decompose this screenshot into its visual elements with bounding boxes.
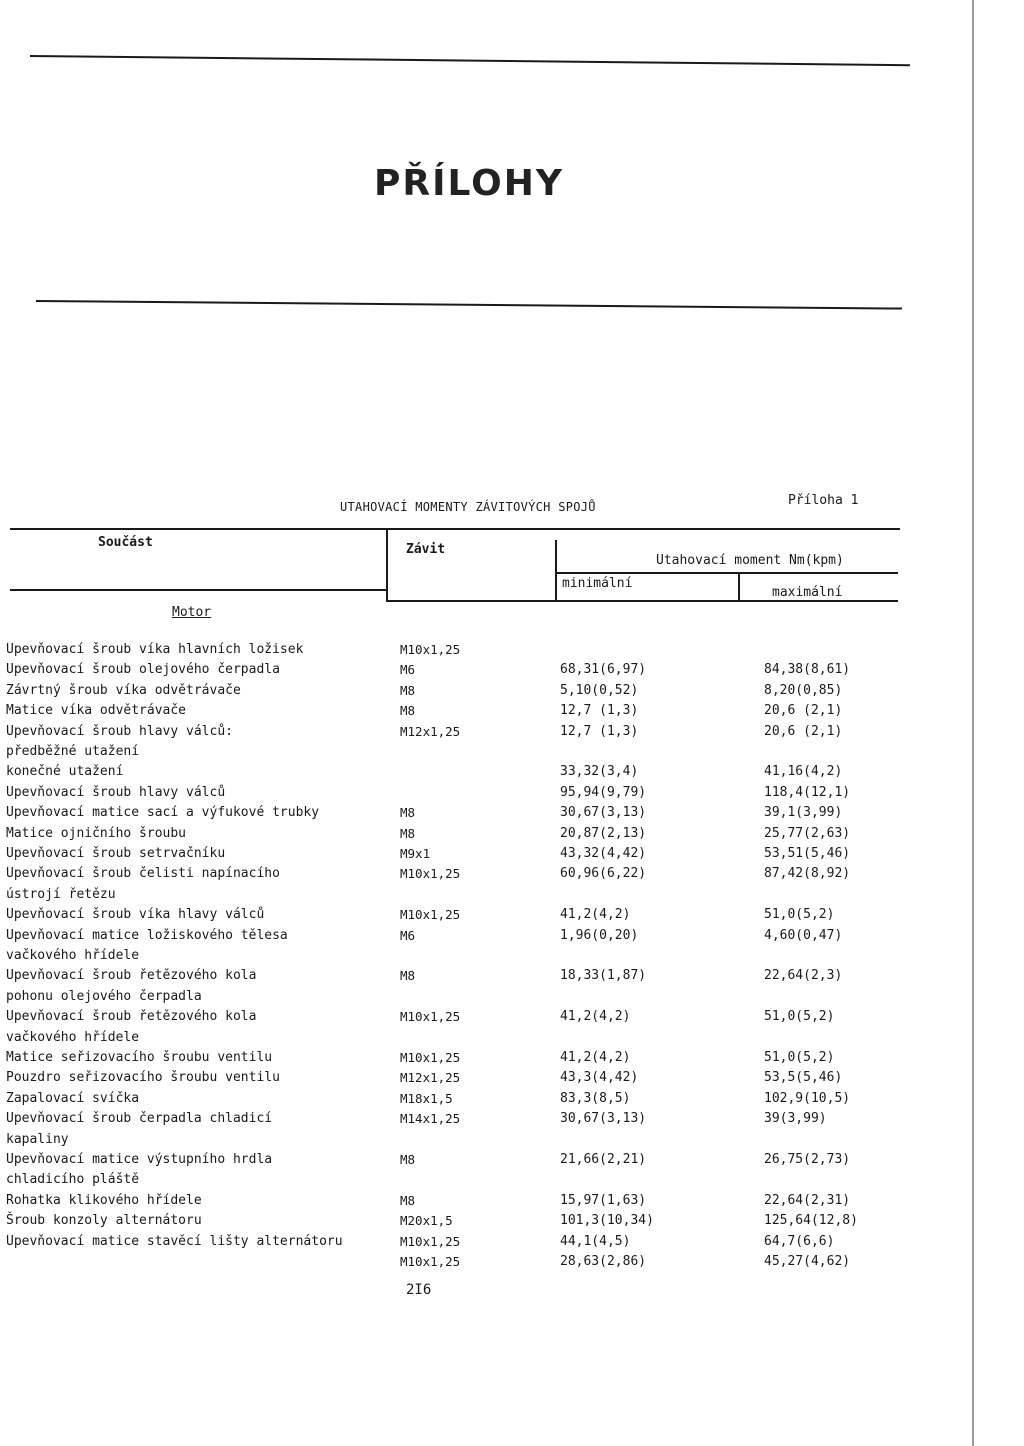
thread-cell: M8 xyxy=(400,703,416,719)
part-cell: Upevňovací šroub řetězového kola xyxy=(6,1009,257,1025)
min-torque-cell: 43,32(4,42) xyxy=(560,846,647,861)
max-torque-cell: 84,38(8,61) xyxy=(764,662,851,678)
table-row xyxy=(0,1030,1024,1048)
table-row xyxy=(0,1050,1024,1068)
min-torque-cell: 41,2(4,2) xyxy=(560,1050,631,1065)
heading-divider xyxy=(36,300,902,310)
table-row xyxy=(0,1091,1024,1109)
thread-cell: M10x1,25 xyxy=(400,907,461,923)
thread-cell: M10x1,25 xyxy=(400,642,461,657)
part-cell: vačkového hřídele xyxy=(6,1029,140,1045)
thread-cell: M10x1,25 xyxy=(400,1009,461,1025)
min-torque-cell: 30,67(3,13) xyxy=(560,1111,647,1127)
max-torque-cell: 39,1(3,99) xyxy=(764,805,843,821)
part-cell: Upevňovací šroub víka hlavních ložisek xyxy=(6,642,304,657)
max-torque-cell: 51,0(5,2) xyxy=(764,907,835,923)
min-torque-cell: 101,3(10,34) xyxy=(560,1213,654,1229)
thread-cell: M8 xyxy=(400,682,416,698)
part-cell: konečné utažení xyxy=(6,764,124,780)
table-row xyxy=(0,642,1024,660)
part-cell: ústrojí řetězu xyxy=(6,886,116,902)
part-cell: Upevňovací šroub setrvačníku xyxy=(6,846,226,861)
part-cell: Upevňovací matice výstupního hrdla xyxy=(6,1152,273,1167)
min-torque-cell: 83,3(8,5) xyxy=(560,1090,631,1106)
max-torque-cell: 102,9(10,5) xyxy=(764,1090,851,1106)
table-row xyxy=(0,1172,1024,1190)
max-torque-cell: 8,20(0,85) xyxy=(764,682,843,698)
part-cell: Matice ojničního šroubu xyxy=(6,825,187,841)
part-cell: Upevňovací šroub čerpadla chladicí xyxy=(6,1111,273,1127)
part-cell: Upevňovací šroub olejového čerpadla xyxy=(6,662,280,678)
min-torque-cell: 15,97(1,63) xyxy=(560,1192,647,1208)
table-row xyxy=(0,1213,1024,1231)
table-header-divider xyxy=(555,540,557,600)
min-torque-cell: 68,31(6,97) xyxy=(560,662,647,678)
table-row xyxy=(0,805,1024,823)
part-cell: Závrtný šroub víka odvětrávače xyxy=(6,682,241,698)
table-header-divider xyxy=(386,528,388,600)
min-torque-cell: 41,2(4,2) xyxy=(560,1009,631,1025)
part-cell: Upevňovací šroub hlavy válců xyxy=(6,784,226,800)
table-row xyxy=(0,1111,1024,1129)
table-row xyxy=(0,968,1024,986)
table-row xyxy=(0,846,1024,864)
part-cell: Upevňovací matice sací a výfukové trubky xyxy=(6,805,320,821)
thread-cell: M8 xyxy=(400,1152,416,1167)
table-row xyxy=(0,1193,1024,1211)
part-cell: kapaliny xyxy=(6,1131,69,1147)
part-cell: Matice víka odvětrávače xyxy=(6,703,187,719)
min-torque-cell: 30,67(3,13) xyxy=(560,805,647,821)
max-torque-cell: 64,7(6,6) xyxy=(764,1233,835,1249)
max-torque-cell: 125,64(12,8) xyxy=(764,1213,858,1229)
max-torque-cell: 26,75(2,73) xyxy=(764,1152,851,1167)
table-row xyxy=(0,1152,1024,1170)
max-torque-cell: 25,77(2,63) xyxy=(764,825,851,841)
min-torque-cell: 20,87(2,13) xyxy=(560,825,647,841)
table-title: UTAHOVACÍ MOMENTY ZÁVITOVÝCH SPOJŮ xyxy=(340,500,596,514)
min-torque-cell: 95,94(9,79) xyxy=(560,784,647,800)
min-torque-cell: 5,10(0,52) xyxy=(560,682,639,698)
min-torque-cell: 12,7 (1,3) xyxy=(560,723,639,739)
attachment-label: Příloha 1 xyxy=(788,493,859,508)
column-header-component: Součást xyxy=(98,535,153,550)
part-cell: vačkového hřídele xyxy=(6,948,140,963)
table-row xyxy=(0,866,1024,884)
max-torque-cell: 51,0(5,2) xyxy=(764,1009,835,1025)
table-row xyxy=(0,887,1024,905)
thread-cell: M18x1,5 xyxy=(400,1090,453,1106)
column-header-thread: Závit xyxy=(406,542,446,557)
table-row xyxy=(0,1234,1024,1252)
part-cell: Matice seřizovacího šroubu ventilu xyxy=(6,1050,273,1065)
max-torque-cell: 20,6 (2,1) xyxy=(764,703,843,719)
part-cell: Upevňovací šroub víka hlavy válců xyxy=(6,907,265,923)
max-torque-cell: 45,27(4,62) xyxy=(764,1254,851,1269)
table-row xyxy=(0,907,1024,925)
thread-cell: M14x1,25 xyxy=(400,1111,461,1127)
thread-cell: M12x1,25 xyxy=(400,723,461,739)
table-header-left-bottom-border xyxy=(10,589,386,591)
max-torque-cell: 51,0(5,2) xyxy=(764,1050,835,1065)
thread-cell: M8 xyxy=(400,968,416,984)
part-cell: předběžné utažení xyxy=(6,744,140,759)
min-torque-cell: 60,96(6,22) xyxy=(560,866,647,882)
part-cell: Rohatka klikového hřídele xyxy=(6,1192,202,1208)
max-torque-cell: 22,64(2,3) xyxy=(764,968,843,984)
min-torque-cell: 12,7 (1,3) xyxy=(560,703,639,719)
table-row xyxy=(0,764,1024,782)
thread-cell: M8 xyxy=(400,825,416,841)
part-cell: Upevňovací matice ložiskového tělesa xyxy=(6,927,288,943)
table-row xyxy=(0,1254,1024,1272)
table-row xyxy=(0,928,1024,946)
table-row xyxy=(0,1132,1024,1150)
table-row xyxy=(0,662,1024,680)
min-torque-cell: 21,66(2,21) xyxy=(560,1152,647,1167)
thread-cell: M6 xyxy=(400,662,416,678)
part-cell: Zapalovací svíčka xyxy=(6,1090,140,1106)
min-torque-cell: 1,96(0,20) xyxy=(560,927,639,943)
table-row xyxy=(0,826,1024,844)
page-heading: PŘÍLOHY xyxy=(374,163,564,204)
column-header-minimum: minimální xyxy=(562,576,633,591)
max-torque-cell: 4,60(0,47) xyxy=(764,927,843,943)
part-cell: Upevňovací šroub hlavy válců: xyxy=(6,723,233,739)
thread-cell: M8 xyxy=(400,805,416,821)
part-cell: Pouzdro seřizovacího šroubu ventilu xyxy=(6,1070,280,1086)
thread-cell: M12x1,25 xyxy=(400,1070,461,1086)
table-header-top-border xyxy=(10,528,900,530)
max-torque-cell: 53,51(5,46) xyxy=(764,846,851,861)
section-title: Motor xyxy=(172,605,212,620)
column-header-maximum: maximální xyxy=(772,585,843,600)
max-torque-cell: 41,16(4,2) xyxy=(764,764,843,780)
min-torque-cell: 18,33(1,87) xyxy=(560,968,647,984)
table-row xyxy=(0,785,1024,803)
max-torque-cell: 20,6 (2,1) xyxy=(764,723,843,739)
table-header-subdivider xyxy=(555,572,898,574)
table-row xyxy=(0,1070,1024,1088)
table-row xyxy=(0,744,1024,762)
max-torque-cell: 39(3,99) xyxy=(764,1111,827,1127)
table-header-divider xyxy=(738,572,740,600)
thread-cell: M10x1,25 xyxy=(400,1254,461,1269)
part-cell: Upevňovací šroub řetězového kola xyxy=(6,968,257,984)
part-cell: Šroub konzoly alternátoru xyxy=(6,1213,202,1229)
table-row xyxy=(0,683,1024,701)
max-torque-cell: 87,42(8,92) xyxy=(764,866,851,882)
table-row xyxy=(0,703,1024,721)
min-torque-cell: 28,63(2,86) xyxy=(560,1254,647,1269)
part-cell: chladicího pláště xyxy=(6,1172,140,1188)
min-torque-cell: 41,2(4,2) xyxy=(560,907,631,923)
max-torque-cell: 53,5(5,46) xyxy=(764,1070,843,1086)
thread-cell: M20x1,5 xyxy=(400,1213,453,1229)
thread-cell: M6 xyxy=(400,927,416,943)
max-torque-cell: 118,4(12,1) xyxy=(764,784,851,800)
thread-cell: M10x1,25 xyxy=(400,1050,461,1065)
min-torque-cell: 33,32(3,4) xyxy=(560,764,639,780)
max-torque-cell: 22,64(2,31) xyxy=(764,1192,851,1208)
page-number: 2I6 xyxy=(406,1282,432,1298)
thread-cell: M8 xyxy=(400,1192,416,1208)
min-torque-cell: 44,1(4,5) xyxy=(560,1233,631,1249)
top-divider xyxy=(30,55,910,66)
part-cell: Upevňovací matice stavěcí lišty alternátoru xyxy=(6,1233,343,1249)
min-torque-cell: 43,3(4,42) xyxy=(560,1070,639,1086)
table-header-bottom-border xyxy=(386,600,898,602)
thread-cell: M10x1,25 xyxy=(400,1233,461,1249)
table-row xyxy=(0,1009,1024,1027)
column-header-torque: Utahovací moment Nm(kpm) xyxy=(656,553,844,568)
part-cell: pohonu olejového čerpadla xyxy=(6,988,202,1004)
part-cell: Upevňovací šroub čelisti napínacího xyxy=(6,866,280,882)
table-row xyxy=(0,948,1024,966)
table-row xyxy=(0,989,1024,1007)
thread-cell: M9x1 xyxy=(400,846,431,861)
thread-cell: M10x1,25 xyxy=(400,866,461,882)
table-row xyxy=(0,724,1024,742)
